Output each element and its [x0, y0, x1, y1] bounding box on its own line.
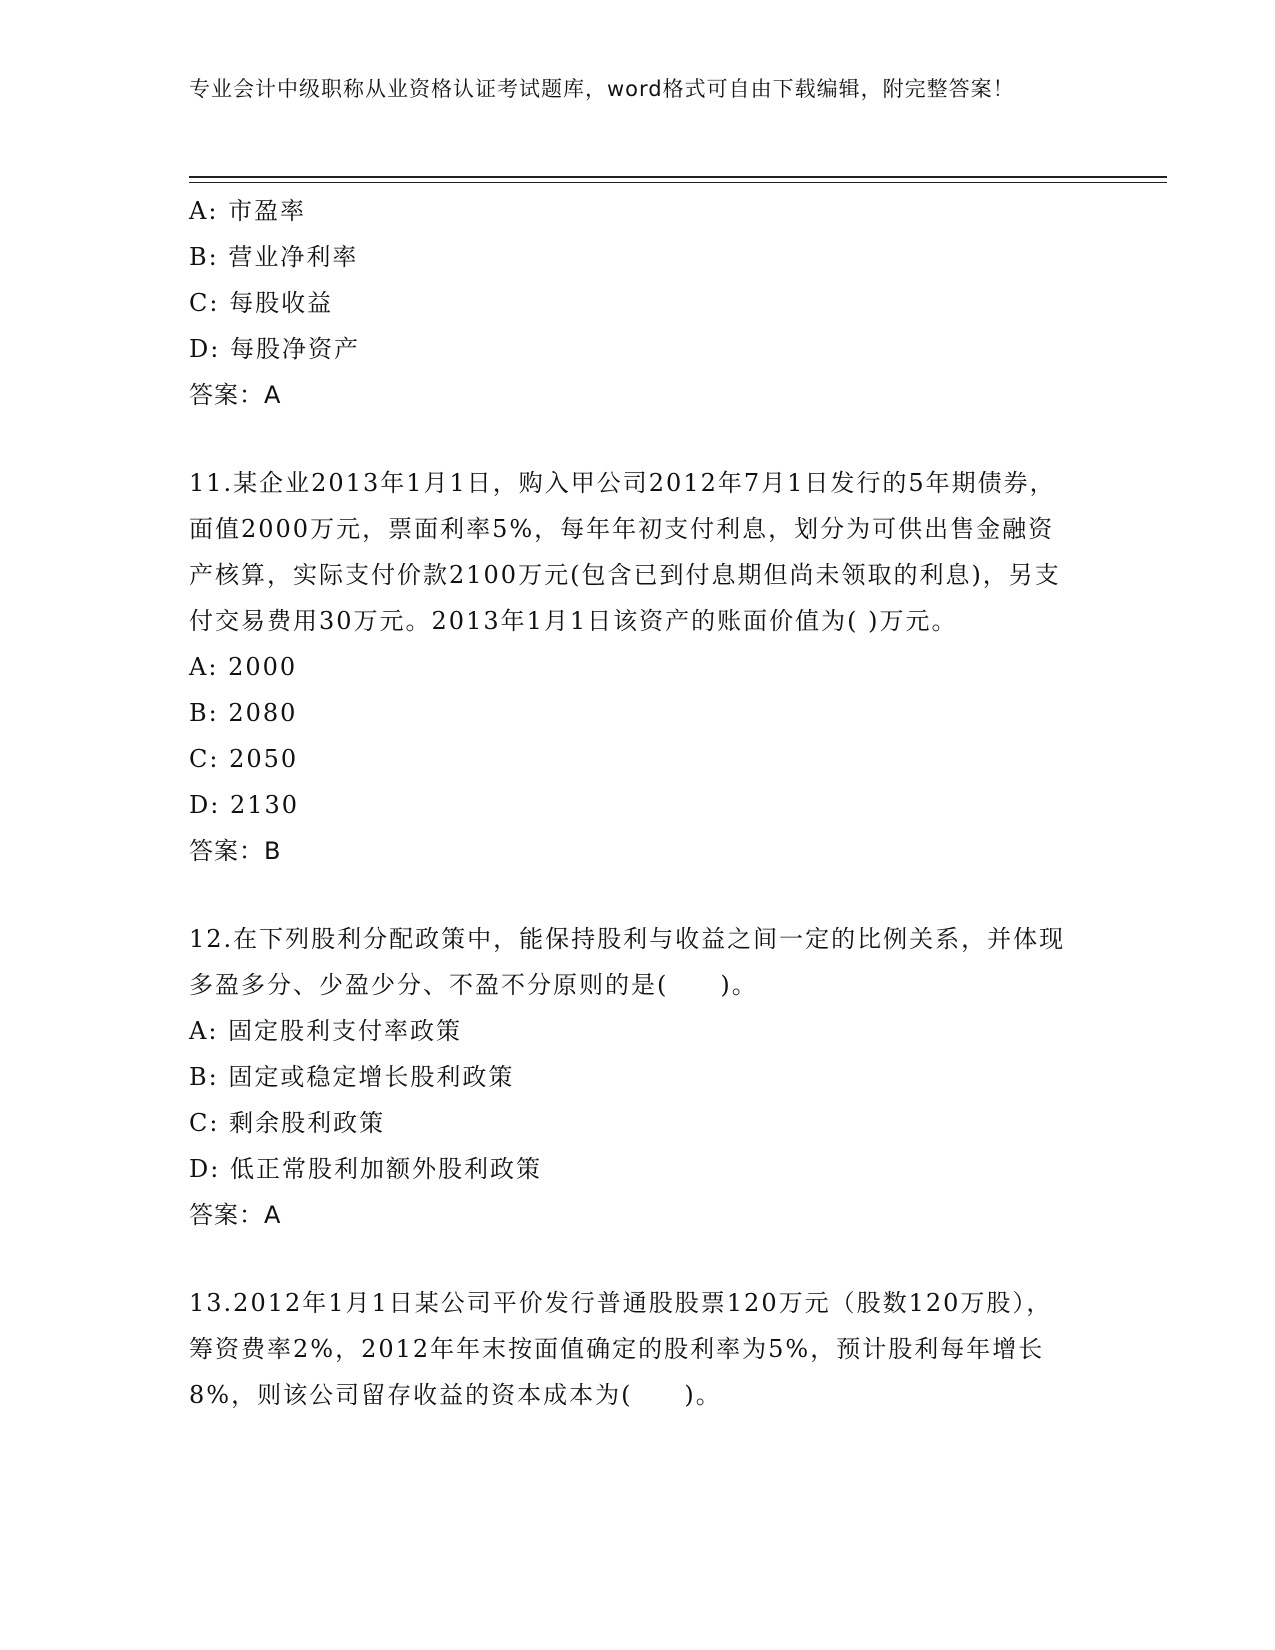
option-letter: B:: [189, 1063, 219, 1091]
option-letter: A:: [189, 197, 219, 225]
option-letter: C:: [189, 289, 220, 317]
answer-line: 答案：B: [189, 837, 282, 865]
option-text: 2130: [229, 791, 300, 819]
question-10: [189, 188, 1089, 418]
option-letter: A:: [189, 653, 219, 681]
option-letter: D:: [189, 335, 221, 363]
option-d: [189, 1146, 1089, 1192]
option-letter: A:: [189, 1017, 219, 1045]
option-b: [189, 1054, 1089, 1100]
option-letter: C:: [189, 745, 220, 773]
option-text: 市盈率: [228, 197, 307, 225]
option-d: [189, 782, 1089, 828]
spacer: [189, 874, 1089, 916]
answer-line: 答案：A: [189, 381, 282, 409]
option-text: 2080: [228, 699, 298, 727]
question-13: [189, 1280, 1089, 1418]
option-text: 营业净利率: [228, 243, 359, 271]
option-letter: C:: [189, 1109, 220, 1137]
option-c: [189, 1100, 1089, 1146]
question-stem: 13.2012年1月1日某公司平价发行普通股股票120万元（股数120万股），筹资费率2%，2012年年末按面值确定的股利率为5%，预计股利每年增长8%，则该公司留存收益的资本成本为( )。: [189, 1289, 1053, 1409]
question-12: [189, 916, 1089, 1238]
option-d: [189, 326, 1089, 372]
option-b: [189, 690, 1089, 736]
option-text: 2000: [228, 653, 298, 681]
question-11: [189, 460, 1089, 874]
option-letter: D:: [189, 791, 221, 819]
option-a: [189, 644, 1089, 690]
option-text: 剩余股利政策: [229, 1109, 386, 1137]
header-rule-thin: [189, 182, 1167, 183]
spacer: [189, 418, 1089, 460]
option-letter: D:: [189, 1155, 221, 1183]
option-text: 低正常股利加额外股利政策: [229, 1155, 542, 1183]
option-text: 每股收益: [229, 289, 334, 317]
question-stem: 12.在下列股利分配政策中，能保持股利与收益之间一定的比例关系，并体现多盈多分、少盈少分、不盈不分原则的是( )。: [189, 925, 1066, 999]
option-c: [189, 280, 1089, 326]
option-a: [189, 1008, 1089, 1054]
option-letter: B:: [189, 243, 219, 271]
question-content: [189, 188, 1089, 1418]
option-text: 每股净资产: [229, 335, 360, 363]
option-a: [189, 188, 1089, 234]
page-header: 专业会计中级职称从业资格认证考试题库，word格式可自由下载编辑，附完整答案！: [189, 77, 1015, 101]
answer-line: 答案：A: [189, 1201, 282, 1229]
option-c: [189, 736, 1089, 782]
spacer: [189, 1238, 1089, 1280]
option-text: 2050: [229, 745, 299, 773]
header-rule-thick: [189, 176, 1167, 178]
option-text: 固定股利支付率政策: [228, 1017, 463, 1045]
option-b: [189, 234, 1089, 280]
option-letter: B:: [189, 699, 219, 727]
option-text: 固定或稳定增长股利政策: [228, 1063, 515, 1091]
question-stem: 11.某企业2013年1月1日，购入甲公司2012年7月1日发行的5年期债券，面值2000万元，票面利率5%，每年年初支付利息，划分为可供出售金融资产核算，实际支付价款2100万元(包含已到付息期但尚未领取的利息)，另支付交易费用30万元。2013年1月1日该资产的账面价值为( )万元。: [189, 469, 1061, 635]
